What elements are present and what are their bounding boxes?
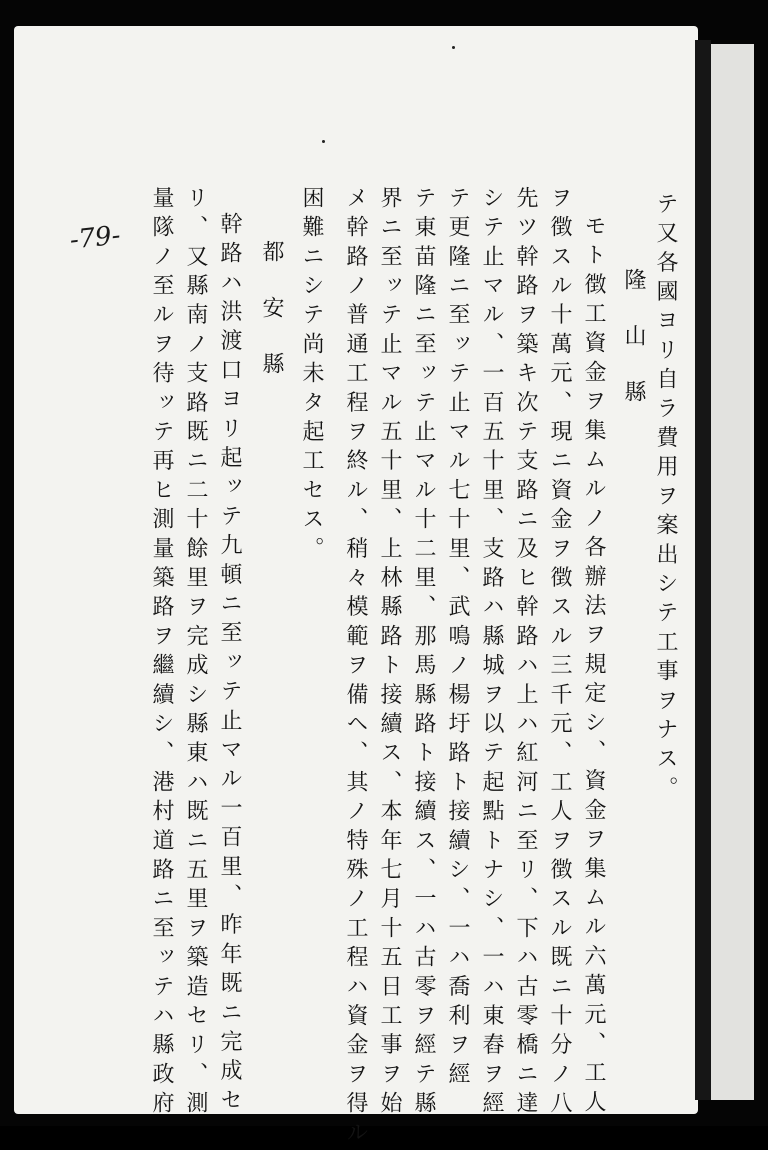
- text-column-9: 界ニ至ッテ止マル五十里、上林縣路ト接續ス、本年七月十五日工事ヲ始: [377, 186, 402, 1121]
- text-column-4: ヲ徴スル十萬元、現ニ資金ヲ徴スル三千元、工人ヲ徴スル既ニ十分ノ八: [547, 186, 572, 1121]
- text-column-6: シテ止マル、一百五十里、支路ハ縣城ヲ以テ起點トナシ、一ハ東舂ヲ經: [479, 186, 504, 1121]
- text-column-11: 困難ニシテ尚未タ起工セス。: [299, 186, 324, 566]
- heading-duan-county: 都安縣: [259, 240, 284, 408]
- text-column-13: 幹路ハ洪渡口ヨリ起ッテ九頓ニ至ッテ止マル一百里、昨年既ニ完成セ: [217, 212, 242, 1118]
- heading-longshan-county: 隆山縣: [621, 268, 646, 436]
- adjacent-page-edge: [711, 44, 754, 1100]
- text-column-3: モト徴工資金ヲ集ムルノ各辦法ヲ規定シ、資金ヲ集ムル六萬元、工人: [581, 214, 606, 1120]
- text-column-10: メ幹路ノ普通工程ヲ終ル、稍々模範ヲ備ヘ、其ノ特殊ノ工程ハ資金ヲ得ル: [343, 186, 368, 1150]
- text-column-1: テ又各國ヨリ自ラ費用ヲ案出シテ工事ヲナス。: [653, 192, 678, 806]
- text-column-15: 量隊ノ至ルヲ待ッテ再ヒ測量築路ヲ繼續シ、港村道路ニ至ッテハ縣政府: [149, 186, 174, 1121]
- text-column-8: テ東苗隆ニ至ッテ止マル十二里、那馬縣路ト接續ス、一ハ古零ヲ經テ縣: [411, 186, 436, 1121]
- text-column-14: リ、又縣南ノ支路既ニ二十餘里ヲ完成シ縣東ハ既ニ五里ヲ築造セリ、測: [183, 186, 208, 1121]
- text-column-5: 先ツ幹路ヲ築キ次テ支路ニ及ヒ幹路ハ上ハ紅河ニ至リ、下ハ古零橋ニ達: [513, 186, 538, 1121]
- binding-shadow: [695, 40, 711, 1100]
- scan-speck: [452, 46, 455, 49]
- scan-speck: [322, 140, 325, 143]
- page-number: -79-: [68, 220, 122, 256]
- text-column-7: テ更隆ニ至ッテ止マル七十里、武鳴ノ楊圩路ト接續シ、一ハ喬利ヲ經: [445, 186, 470, 1092]
